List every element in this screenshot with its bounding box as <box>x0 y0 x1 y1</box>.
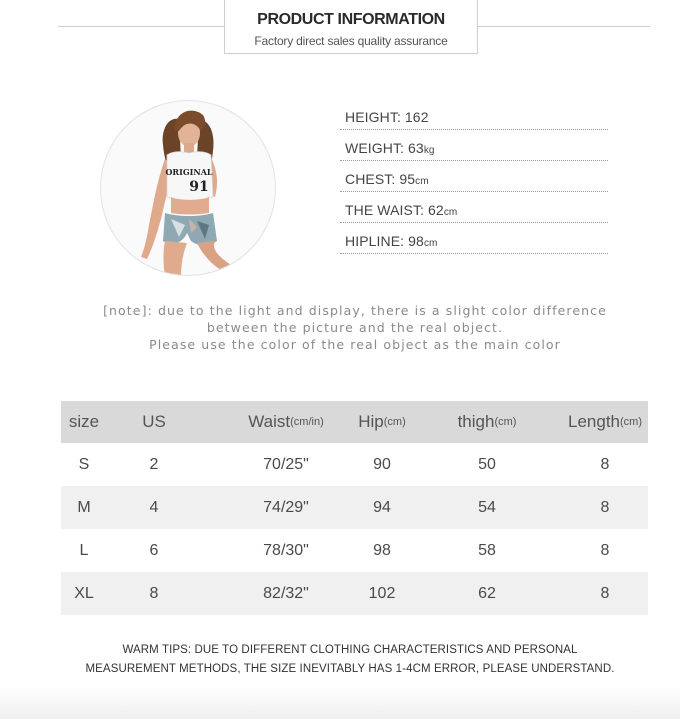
measurement-label: CHEST: <box>345 171 400 187</box>
footer-fade <box>0 686 680 719</box>
measurement-label: THE WAIST: <box>345 202 429 218</box>
table-cell: 4 <box>149 498 159 516</box>
tips-line-2: MEASUREMENT METHODS, THE SIZE INEVITABLY HAS 1-4CM ERROR, PLEASE UNDERSTAND. <box>85 663 615 675</box>
table-cell: XL <box>74 584 94 602</box>
table-cell: 54 <box>478 498 496 516</box>
measurement-weight <box>340 137 608 161</box>
page-title: PRODUCT INFORMATION <box>257 11 445 28</box>
measurement-chest <box>340 168 608 192</box>
measurement-value: 95 <box>399 171 416 187</box>
measurement-label: WEIGHT: <box>345 140 409 156</box>
table-row <box>61 486 648 529</box>
table-row <box>61 572 648 615</box>
measurement-label: HEIGHT: <box>345 109 405 125</box>
table-cell: 58 <box>478 541 496 559</box>
measurement-unit: kg <box>423 145 435 156</box>
table-cell: 98 <box>373 541 391 559</box>
model-photo <box>100 100 276 276</box>
table-cell: 82/32" <box>263 584 309 602</box>
model-illustration <box>101 101 276 276</box>
header-cell: thigh (cm) <box>457 412 517 431</box>
header-cell: US <box>142 412 166 431</box>
measurement-unit: cm <box>443 207 458 218</box>
table-cell: 70/25" <box>263 455 309 473</box>
table-cell: 6 <box>149 541 159 559</box>
header-cell: Hip (cm) <box>358 412 406 431</box>
table-header-row <box>61 401 648 443</box>
table-cell: 2 <box>149 455 159 473</box>
header-box <box>224 0 478 54</box>
measurement-waist <box>340 199 608 223</box>
header-cell: Length (cm) <box>568 412 642 431</box>
table-cell: M <box>77 498 91 516</box>
measurement-value: 98 <box>408 233 424 249</box>
color-note <box>60 302 650 353</box>
measurement-value: 162 <box>404 109 429 125</box>
table-cell: 102 <box>368 584 396 602</box>
header-divider-left <box>58 26 224 27</box>
measurement-unit: cm <box>423 238 438 249</box>
table-cell: 8 <box>149 584 159 602</box>
table-row <box>61 443 648 486</box>
shirt-number: 91 <box>189 179 209 195</box>
warm-tips <box>70 641 630 679</box>
table-cell: 62 <box>478 584 496 602</box>
table-cell: L <box>79 541 89 559</box>
table-cell: 8 <box>600 584 610 602</box>
note-line-1: [note]: due to the light and display, there is a slight color difference <box>103 303 607 318</box>
table-cell: 78/30" <box>263 541 309 559</box>
table-cell: 8 <box>600 498 610 516</box>
header-cell: Waist (cm/in) <box>248 412 324 431</box>
note-line-3: Please use the color of the real object as the main color <box>149 337 561 352</box>
table-cell: 90 <box>373 455 391 473</box>
table-cell: S <box>78 455 90 473</box>
page-subtitle: Factory direct sales quality assurance <box>254 34 448 48</box>
table-row <box>61 529 648 572</box>
size-table <box>61 401 648 615</box>
measurement-value: 62 <box>428 202 444 218</box>
measurement-height <box>340 106 608 130</box>
table-cell: 94 <box>373 498 391 516</box>
measurement-value: 63 <box>408 140 424 156</box>
measurement-hipline <box>340 230 608 254</box>
note-line-2: between the picture and the real object. <box>206 320 504 335</box>
table-cell: 50 <box>478 455 496 473</box>
table-cell: 8 <box>600 455 610 473</box>
header-divider-right <box>478 26 650 27</box>
table-cell: 8 <box>600 541 610 559</box>
tips-line-1: WARM TIPS: DUE TO DIFFERENT CLOTHING CHARACTERISTICS AND PERSONAL <box>122 644 578 656</box>
measurement-label: HIPLINE: <box>345 233 409 249</box>
table-cell: 74/29" <box>263 498 309 516</box>
header-cell: size <box>68 412 100 431</box>
measurement-unit: cm <box>415 176 429 187</box>
shirt-text: ORIGINAL <box>165 167 213 177</box>
